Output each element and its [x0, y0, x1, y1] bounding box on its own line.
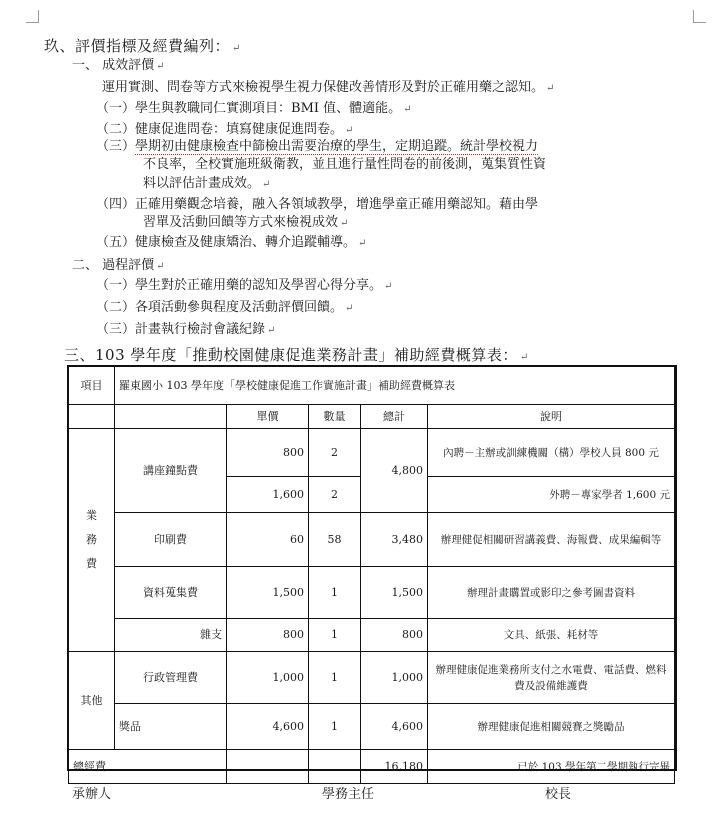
signature-principal: 校長 — [545, 787, 572, 802]
item-label-cell: 項目 — [69, 367, 115, 405]
data-qty: 1 — [309, 567, 361, 619]
misc-name: 雜支 — [115, 619, 227, 652]
s1-item-3-line-3: 料以評估計畫成效。 ↵ — [143, 176, 271, 191]
table-caption: 羅東國小 103 學年度「學校健康促進工作實施計畫」補助經費概算表 — [115, 367, 675, 405]
admin-total: 1,000 — [361, 652, 428, 704]
crop-mark-top-right — [693, 10, 706, 23]
header-qty: 數量 — [309, 405, 361, 429]
header-note: 說明 — [428, 405, 675, 429]
section-2-title: 二、 過程評價 ↵ — [72, 258, 165, 273]
data-total: 1,500 — [361, 567, 428, 619]
prize-name: 獎品 — [115, 704, 227, 750]
budget-table — [68, 366, 675, 784]
print-qty: 58 — [309, 513, 361, 567]
main-heading: 玖、評價指標及經費編列： ↵ — [44, 37, 241, 55]
print-price: 60 — [227, 513, 309, 567]
prize-note: 辦理健康促進相關競賽之獎勵品 — [428, 704, 675, 750]
header-row — [69, 405, 675, 429]
s2-item-2: （二）各項活動參與程度及活動評價回饋。 ↵ — [96, 300, 354, 315]
s1-item-3: （三）學期初由健康檢查中篩檢出需要治療的學生，定期追蹤。統計學校視力 — [96, 139, 539, 154]
s2-item-1: （一）學生對於正確用藥的認知及學習心得分享。 ↵ — [96, 278, 393, 293]
section-1-intro: 運用實測、問卷等方式來檢視學生視力保健改善情形及對於正確用藥之認知。 ↵ — [102, 80, 555, 95]
prize-total: 4,600 — [361, 704, 428, 750]
row-lecture-a — [69, 429, 675, 477]
lecture-b-qty: 2 — [309, 477, 361, 513]
lecture-name: 講座鐘點費 — [115, 429, 227, 513]
print-note: 辦理健促相關研習講義費、海報費、成果編輯等 — [428, 513, 675, 567]
data-price: 1,500 — [227, 567, 309, 619]
admin-note: 辦理健康促進業務所支付之水電費、電話費、燃料費及設備維護費 — [428, 652, 675, 704]
s1-item-5: （五）健康檢查及健康矯治、轉介追蹤輔導。 ↵ — [96, 235, 367, 250]
signature-director: 學務主任 — [322, 787, 375, 802]
lecture-total: 4,800 — [361, 429, 428, 513]
header-total: 總計 — [361, 405, 428, 429]
prize-price: 4,600 — [227, 704, 309, 750]
s1-item-4: （四）正確用藥觀念培養，融入各領域教學，增進學童正確用藥認知。藉由學 — [96, 197, 539, 212]
group-business-cell — [69, 429, 115, 652]
s1-item-3-line-2: 不良率，全校實施班級衛教，並且進行量性問卷的前後測，蒐集質性資 — [143, 157, 547, 172]
section-1-title: 一、 成效評價 ↵ — [72, 58, 165, 73]
grand-total-value: 16,180 — [361, 750, 428, 784]
grand-total-note: 已於 103 學年第二學期執行完畢 — [428, 750, 675, 784]
group-other-cell: 其他 — [69, 652, 115, 750]
admin-price: 1,000 — [227, 652, 309, 704]
misc-total: 800 — [361, 619, 428, 652]
lecture-a-note: 內聘－主辦或訓練機關（構）學校人員 800 元 — [428, 429, 675, 477]
caption-row — [69, 367, 675, 405]
data-name: 資料蒐集費 — [115, 567, 227, 619]
signature-handler: 承辦人 — [72, 787, 112, 802]
crop-mark-top-left — [26, 10, 39, 23]
row-print — [69, 513, 675, 567]
row-data — [69, 567, 675, 619]
s1-item-2: （二）健康促進問卷：填寫健康促進問卷。 ↵ — [96, 122, 354, 137]
header-price: 單價 — [227, 405, 309, 429]
data-note: 辦理計畫購置或影印之參考圖書資料 — [428, 567, 675, 619]
lecture-b-price: 1,600 — [227, 477, 309, 513]
lecture-b-note: 外聘－專家學者 1,600 元 — [428, 477, 675, 513]
lecture-a-price: 800 — [227, 429, 309, 477]
header-empty-1 — [69, 405, 115, 429]
grand-total-label: 總經費 — [69, 750, 227, 784]
s1-item-1: （一）學生與教職同仁實測項目：BMI 值、體適能。 ↵ — [96, 101, 412, 116]
row-misc — [69, 619, 675, 652]
misc-qty: 1 — [309, 619, 361, 652]
s2-item-3: （三）計畫執行檢討會議紀錄 ↵ — [96, 322, 276, 337]
section-3-title: 三、103 學年度「推動校園健康促進業務計畫」補助經費概算表： ↵ — [64, 346, 529, 364]
grand-empty-price — [227, 750, 309, 784]
row-grand-total — [69, 750, 675, 784]
row-prize — [69, 704, 675, 750]
admin-name: 行政管理費 — [115, 652, 227, 704]
grand-empty-qty — [309, 750, 361, 784]
s1-item-4-line-2: 習單及活動回饋等方式來檢視成效 ↵ — [143, 215, 349, 230]
admin-qty: 1 — [309, 652, 361, 704]
prize-qty: 1 — [309, 704, 361, 750]
header-empty-2 — [115, 405, 227, 429]
row-admin — [69, 652, 675, 704]
misc-price: 800 — [227, 619, 309, 652]
lecture-a-qty: 2 — [309, 429, 361, 477]
print-name: 印刷費 — [115, 513, 227, 567]
print-total: 3,480 — [361, 513, 428, 567]
group-business-label: 業務費 — [86, 509, 97, 570]
misc-note: 文具、紙張、耗材等 — [428, 619, 675, 652]
